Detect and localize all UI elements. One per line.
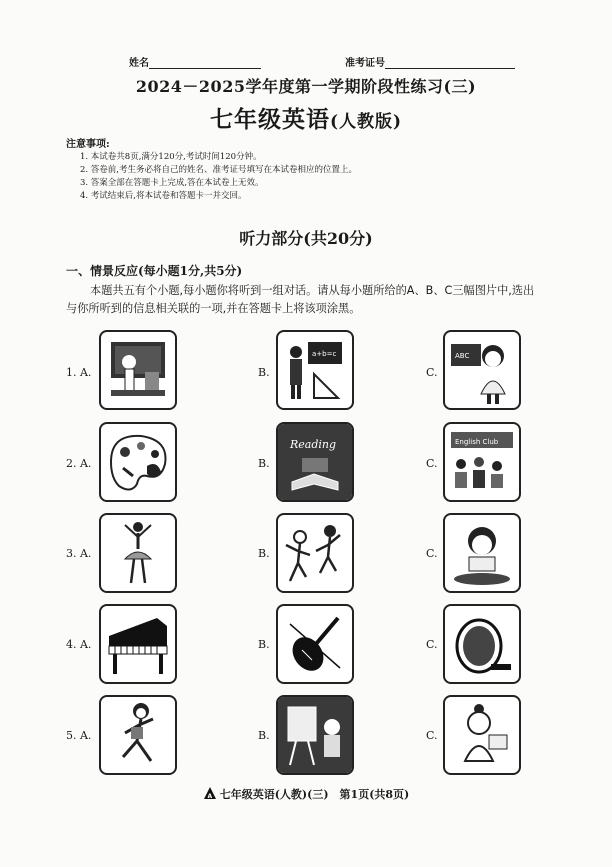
- subject-title: [0, 101, 612, 134]
- q2-c-label: C.: [426, 457, 438, 470]
- q3-option-b[interactable]: [276, 513, 354, 593]
- publisher-logo-icon: [203, 786, 217, 800]
- q3-label: 3. A.: [66, 547, 92, 560]
- instruction-line-1: 本题共五有个小题,每小题你将听到一组对话。请从每小题所给的A、B、C三幅图片中,选出: [90, 284, 535, 297]
- q5-option-b[interactable]: [276, 695, 354, 775]
- exam-id-field: [345, 54, 515, 69]
- name-label: 姓名: [129, 58, 149, 69]
- teacher-math-icon: [278, 332, 352, 408]
- q4-c-label: C.: [426, 638, 438, 651]
- boys-dancing-icon: [278, 515, 352, 591]
- girl-reading-icon: [445, 515, 519, 591]
- violin-icon: [278, 606, 352, 682]
- club-text: English Club: [455, 438, 499, 446]
- logo-text: A: [207, 793, 212, 800]
- q1-c-label: C.: [426, 366, 438, 379]
- part-heading: 一、情景反应(每小题1分,共5分): [66, 264, 243, 278]
- girl-singing-icon: [445, 697, 519, 773]
- footer-text: 七年级英语(人教)(三) 第1页(共8页): [219, 788, 410, 801]
- subject-edition: (人教版): [329, 112, 403, 132]
- subject-name: 七年级英语: [209, 106, 330, 133]
- teacher-english-icon: [445, 332, 519, 408]
- q3-option-c[interactable]: [443, 513, 521, 593]
- q2-b-label: B.: [258, 457, 270, 470]
- exam-title: 2024－2025学年度第一学期阶段性练习(三): [135, 77, 477, 96]
- instruction-line-2: 与你所听到的信息相关联的一项,并在答题卡上将该项涂黑。: [66, 302, 361, 315]
- q2-option-b[interactable]: [276, 422, 354, 502]
- q2-option-c[interactable]: [443, 422, 521, 502]
- notes-heading: 注意事项:: [66, 139, 110, 150]
- q2-label: 2. A.: [66, 457, 92, 470]
- piano-icon: [101, 606, 175, 682]
- exam-id-blank: [385, 57, 515, 69]
- q1-option-a[interactable]: [99, 330, 177, 410]
- girl-running-icon: [101, 697, 175, 773]
- note-2: 2. 答卷前,考生务必将自己的姓名、准考证号填写在本试卷相应的位置上。: [80, 165, 358, 175]
- english-club-icon: [445, 424, 519, 500]
- q5-option-c[interactable]: [443, 695, 521, 775]
- ballet-dancer-icon: [101, 515, 175, 591]
- q1-label: 1. A.: [66, 366, 92, 379]
- q2-option-a[interactable]: [99, 422, 177, 502]
- q4-option-b[interactable]: [276, 604, 354, 684]
- reading-book-icon: [278, 424, 352, 500]
- drum-icon: [445, 606, 519, 682]
- section-title: 听力部分(共20分): [239, 229, 373, 248]
- svg-text:a+b=c: a+b=c: [312, 350, 337, 358]
- note-1: 1. 本试卷共8页,满分120分,考试时间120分钟。: [80, 152, 262, 162]
- q4-option-c[interactable]: [443, 604, 521, 684]
- note-3: 3. 答案全部在答题卡上完成,答在本试卷上无效。: [80, 178, 264, 188]
- exam-id-label: 准考证号: [345, 58, 385, 69]
- q1-b-label: B.: [258, 366, 270, 379]
- q4-option-a[interactable]: [99, 604, 177, 684]
- reading-text: Reading: [290, 438, 337, 451]
- svg-text:ABC: ABC: [455, 352, 470, 360]
- teacher-chemistry-icon: [101, 332, 175, 408]
- name-blank: [149, 57, 261, 69]
- q5-label: 5. A.: [66, 729, 92, 742]
- q4-b-label: B.: [258, 638, 270, 651]
- q5-c-label: C.: [426, 729, 438, 742]
- q1-option-c[interactable]: [443, 330, 521, 410]
- boy-painting-icon: [278, 697, 352, 773]
- q3-option-a[interactable]: [99, 513, 177, 593]
- art-palette-icon: [101, 424, 175, 500]
- q3-b-label: B.: [258, 547, 270, 560]
- q5-option-a[interactable]: [99, 695, 177, 775]
- q3-c-label: C.: [426, 547, 438, 560]
- q1-option-b[interactable]: [276, 330, 354, 410]
- q4-label: 4. A.: [66, 638, 92, 651]
- q5-b-label: B.: [258, 729, 270, 742]
- name-field: [129, 54, 261, 69]
- page-footer: [0, 786, 612, 802]
- note-4: 4. 考试结束后,将本试卷和答题卡一并交回。: [80, 191, 247, 201]
